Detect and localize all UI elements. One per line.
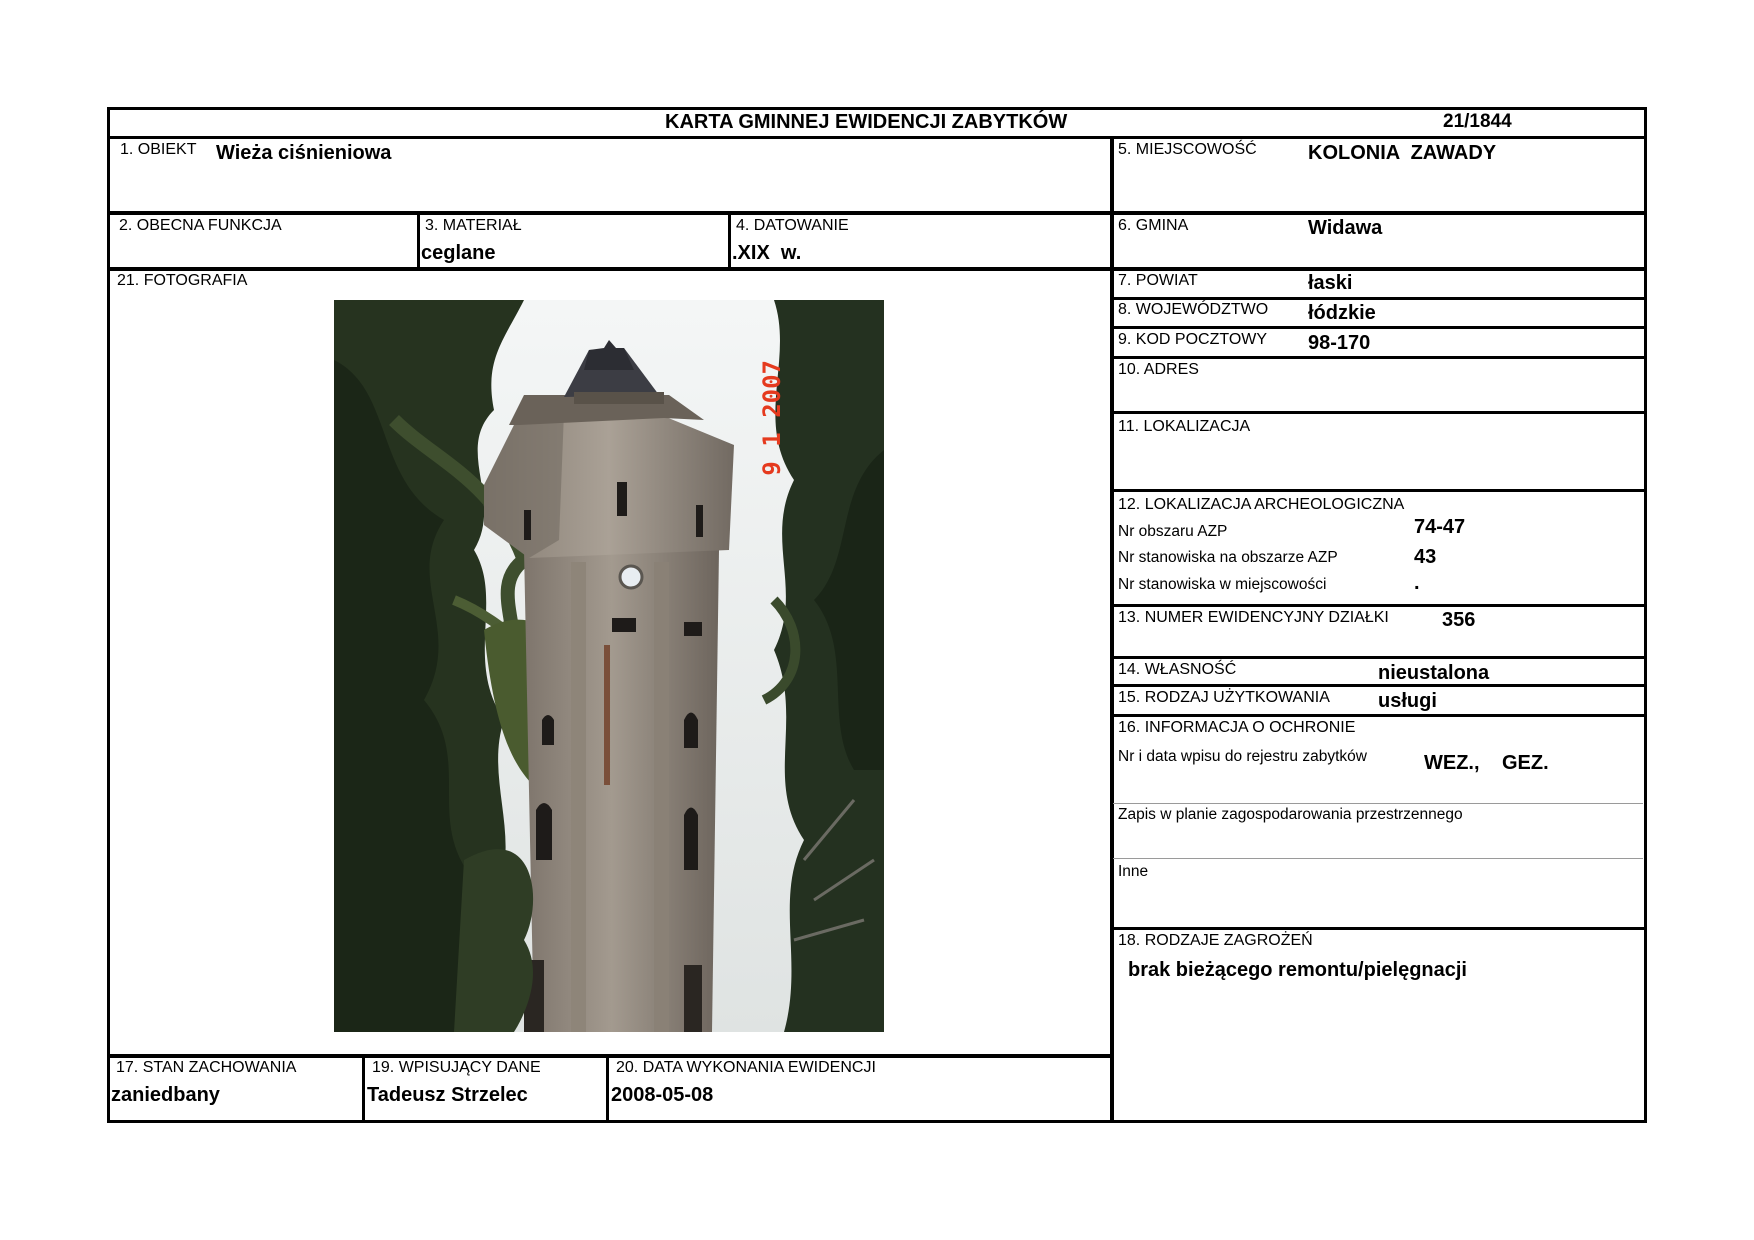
plan-label: Zapis w planie zagospodarowania przestrzennego: [1118, 806, 1463, 823]
azp-label: Nr obszaru AZP: [1118, 523, 1228, 540]
field-label: 5. MIEJSCOWOŚĆ: [1118, 141, 1257, 158]
photo-water-tower: [334, 300, 884, 1032]
stan-msc-value: .: [1414, 572, 1420, 594]
field-label: 17. STAN ZACHOWANIA: [116, 1059, 297, 1076]
inne-label: Inne: [1118, 863, 1149, 880]
field-label: 3. MATERIAŁ: [425, 217, 522, 234]
field-value: Widawa: [1308, 217, 1383, 239]
rejestr-gez: GEZ.: [1502, 752, 1549, 774]
field-value: Wieża ciśnieniowa: [216, 142, 392, 164]
field-label: 1. OBIEKT: [120, 141, 197, 158]
field-label: 2. OBECNA FUNKCJA: [119, 217, 282, 234]
field-value: 2008-05-08: [611, 1084, 714, 1106]
azp-value: 74-47: [1414, 516, 1466, 538]
card-number: 21/1844: [1443, 111, 1512, 132]
rejestr-label: Nr i data wpisu do rejestru zabytków: [1118, 748, 1367, 765]
stan-azp-label: Nr stanowiska na obszarze AZP: [1118, 549, 1338, 566]
field-label: 21. FOTOGRAFIA: [117, 272, 248, 289]
stan-azp-value: 43: [1414, 546, 1437, 568]
field-label: 8. WOJEWÓDZTWO: [1118, 301, 1269, 318]
field-label: 14. WŁASNOŚĆ: [1118, 661, 1237, 678]
field-value: nieustalona: [1378, 662, 1490, 684]
field-label: 6. GMINA: [1118, 217, 1189, 234]
field-label: 9. KOD POCZTOWY: [1118, 331, 1268, 348]
field-label: 20. DATA WYKONANIA EWIDENCJI: [616, 1059, 876, 1076]
field-label: 12. LOKALIZACJA ARCHEOLOGICZNA: [1118, 496, 1405, 513]
field-value: brak bieżącego remontu/pielęgnacji: [1128, 959, 1467, 981]
photo-date-stamp: 9 1 2007: [758, 360, 786, 476]
stan-msc-label: Nr stanowiska w miejscowości: [1118, 576, 1327, 593]
field-label: 7. POWIAT: [1118, 272, 1198, 289]
field-label: 10. ADRES: [1118, 361, 1199, 378]
field-label: 11. LOKALIZACJA: [1118, 418, 1251, 435]
field-value: .XIX w.: [732, 242, 802, 264]
field-value: 98-170: [1308, 332, 1371, 354]
field-value: Tadeusz Strzelec: [367, 1084, 528, 1106]
field-value: 356: [1442, 609, 1476, 631]
rejestr-wez: WEZ.,: [1424, 752, 1480, 774]
field-value: łódzkie: [1308, 302, 1376, 324]
field-label: 18. RODZAJE ZAGROŻEŃ: [1118, 932, 1313, 949]
field-value: zaniedbany: [111, 1084, 220, 1106]
field-value: łaski: [1308, 272, 1353, 294]
field-value: usługi: [1378, 690, 1437, 712]
field-label: 16. INFORMACJA O OCHRONIE: [1118, 719, 1356, 736]
field-value: ceglane: [421, 242, 496, 264]
field-value: KOLONIA ZAWADY: [1308, 142, 1497, 164]
card-title: KARTA GMINNEJ EWIDENCJI ZABYTKÓW: [665, 111, 1068, 133]
field-label: 19. WPISUJĄCY DANE: [372, 1059, 541, 1076]
field-label: 15. RODZAJ UŻYTKOWANIA: [1118, 689, 1330, 706]
field-label: 4. DATOWANIE: [736, 217, 849, 234]
field-label: 13. NUMER EWIDENCYJNY DZIAŁKI: [1118, 609, 1389, 626]
